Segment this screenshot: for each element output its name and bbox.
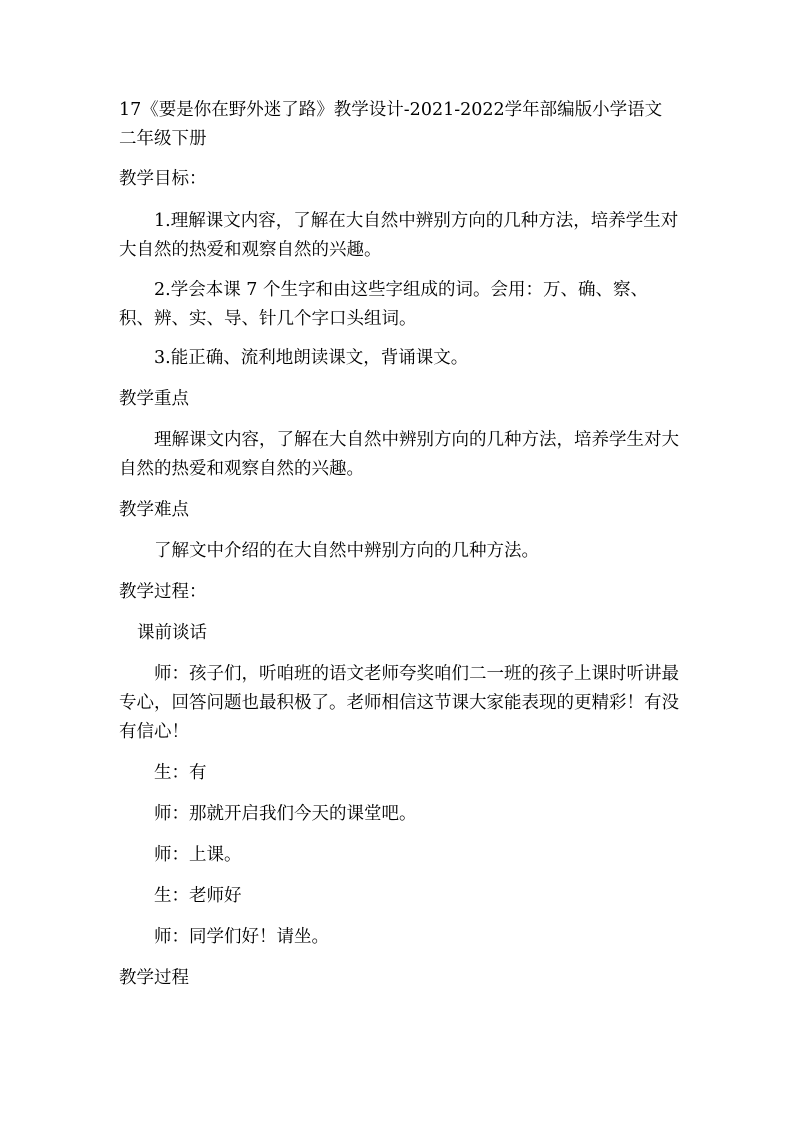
process-heading-2: 教学过程 — [119, 968, 189, 988]
dialogue-line: 生：老师好 — [154, 886, 242, 906]
dialogue-line: 师：那就开启我们今天的课堂吧。 — [154, 804, 417, 824]
key-points-heading: 教学重点 — [119, 389, 189, 409]
objective-3: 3.能正确、流利地朗读课文，背诵课文。 — [154, 348, 469, 368]
dialogue-line: 师：上课。 — [154, 845, 242, 865]
objective-1: 1.理解课文内容，了解在大自然中辨别方向的几种方法，培养学生对大自然的热爱和观察自然的兴趣。 — [119, 211, 679, 260]
process-heading: 教学过程： — [119, 582, 207, 602]
objectives-heading: 教学目标： — [119, 169, 207, 189]
dialogue-line: 生：有 — [154, 763, 207, 783]
document-title: 17《要是你在野外迷了路》教学设计-2021-2022学年部编版小学语文二年级下册 — [119, 100, 663, 149]
pre-class-heading: 课前谈话 — [137, 623, 207, 643]
dialogue-line: 师：孩子们，听咱班的语文老师夸奖咱们二一班的孩子上课时听讲最专心，回答问题也最积极了。老师相信这节课大家能表现的更精彩！有没有信心！ — [119, 664, 679, 742]
difficulty-text: 了解文中介绍的在大自然中辨别方向的几种方法。 — [154, 541, 539, 561]
key-points-text: 理解课文内容，了解在大自然中辨别方向的几种方法，培养学生对大自然的热爱和观察自然的兴趣。 — [119, 430, 679, 479]
dialogue-line: 师：同学们好！请坐。 — [154, 927, 329, 947]
objective-2: 2.学会本课 7 个生字和由这些字组成的词。会用：万、确、察、积、辨、实、导、针几个字口头组词。 — [119, 280, 648, 329]
difficulty-heading: 教学难点 — [119, 500, 189, 520]
